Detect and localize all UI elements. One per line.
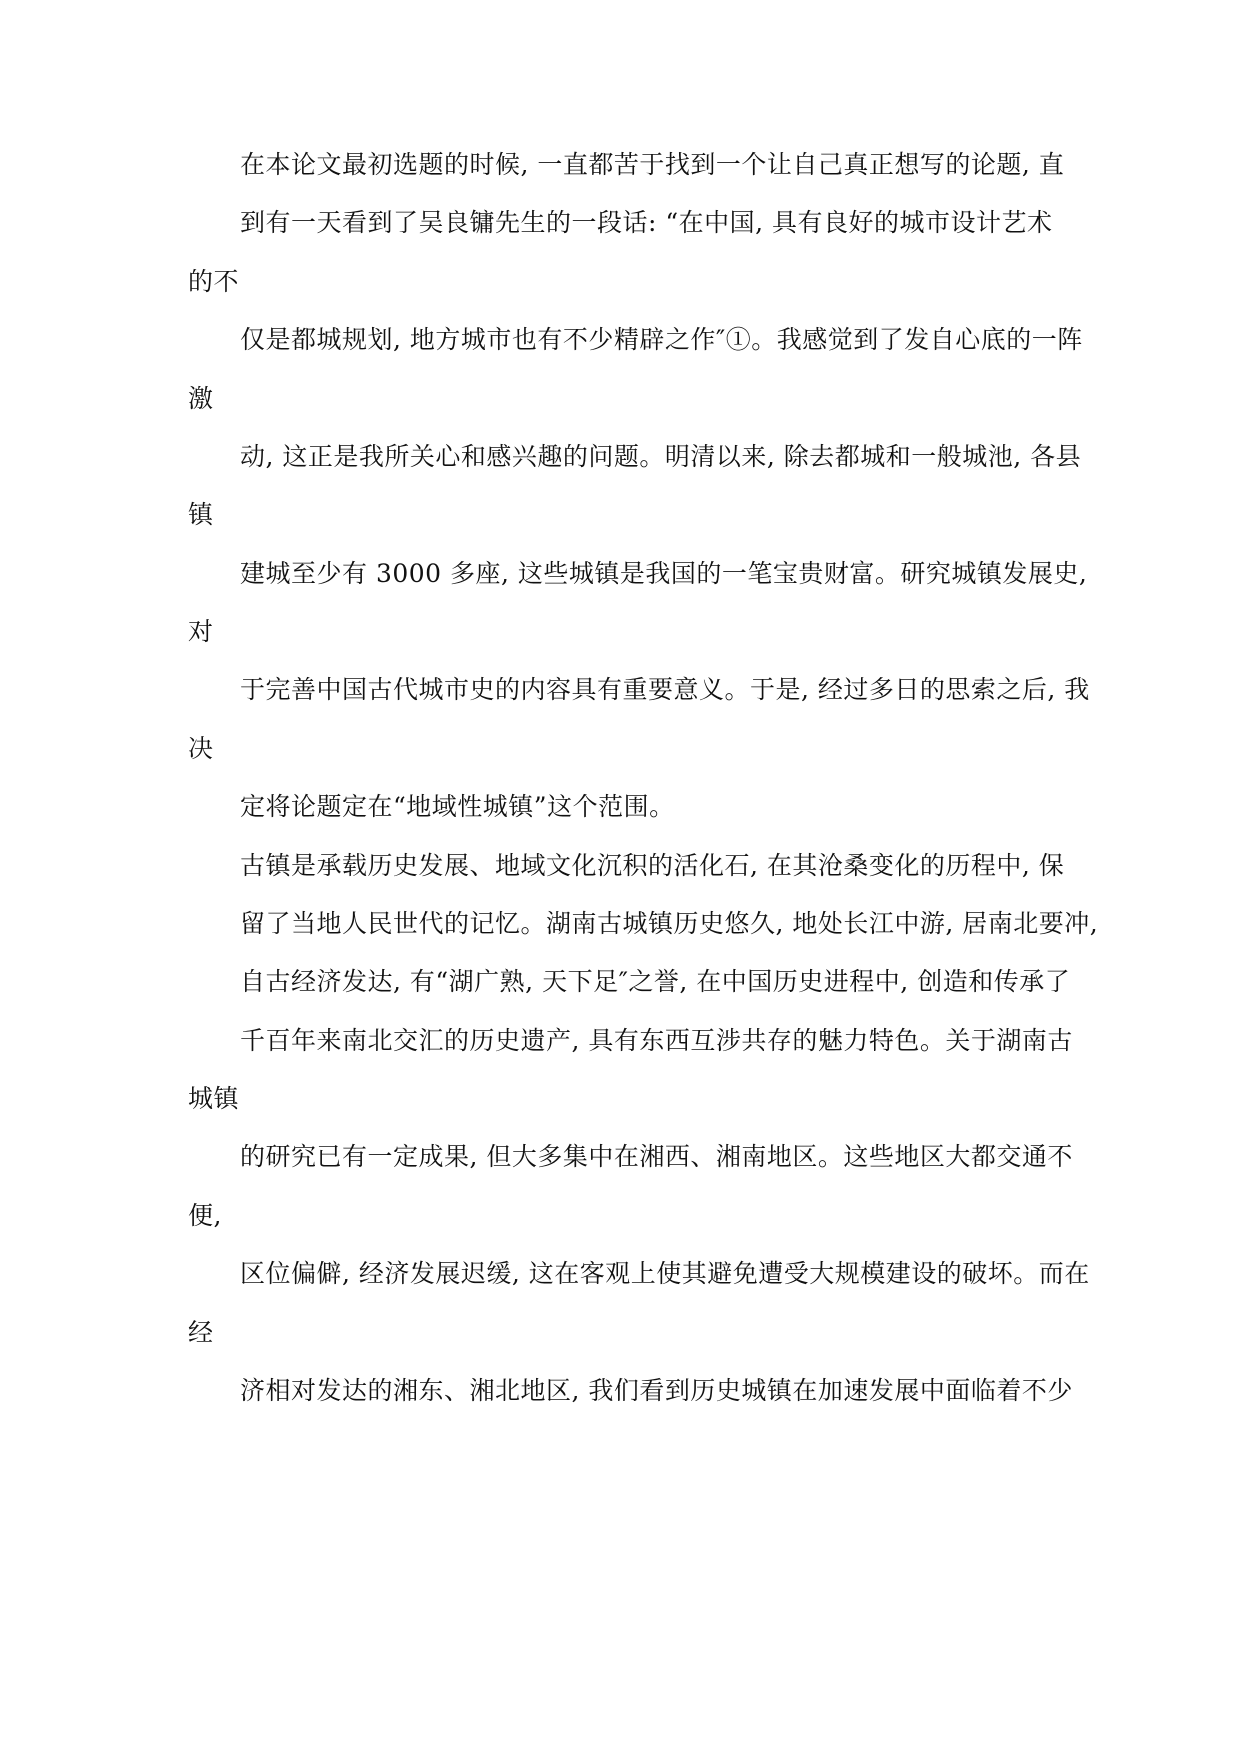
text-line: 的不 [188, 267, 240, 296]
text-line: 城镇 [188, 1084, 240, 1113]
text-line: 激 [188, 384, 214, 413]
text-line: 千百年来南北交汇的历史遗产, 具有东西互涉共存的魅力特色。关于湖南古 [240, 1026, 1073, 1055]
text-line: 在本论文最初选题的时候, 一直都苦于找到一个让自己真正想写的论题, 直 [240, 150, 1065, 179]
text-line: 古镇是承载历史发展、地域文化沉积的活化石, 在其沧桑变化的历程中, 保 [240, 851, 1065, 880]
text-line: 便, [188, 1201, 222, 1230]
text-line: 决 [188, 734, 214, 763]
text-line: 于完善中国古代城市史的内容具有重要意义。于是, 经过多日的思索之后, 我 [240, 675, 1090, 704]
text-line: 仅是都城规划, 地方城市也有不少精辟之作″①。我感觉到了发自心底的一阵 [240, 325, 1083, 354]
text-line: 到有一天看到了吴良镛先生的一段话: “在中国, 具有良好的城市设计艺术 [240, 208, 1053, 237]
text-line: 镇 [188, 500, 214, 529]
text-line: 定将论题定在“地域性城镇”这个范围。 [240, 792, 675, 821]
text-line: 济相对发达的湘东、湘北地区, 我们看到历史城镇在加速发展中面临着不少 [240, 1376, 1073, 1405]
text-line: 的研究已有一定成果, 但大多集中在湘西、湘南地区。这些地区大都交通不 [240, 1142, 1073, 1171]
text-line: 对 [188, 617, 214, 646]
text-line: 建城至少有 3000 多座, 这些城镇是我国的一笔宝贵财富。研究城镇发展史, [240, 559, 1088, 588]
text-line: 留了当地人民世代的记忆。湖南古城镇历史悠久, 地处长江中游, 居南北要冲, [240, 909, 1099, 938]
text-line: 区位偏僻, 经济发展迟缓, 这在客观上使其避免遭受大规模建设的破坏。而在 [240, 1259, 1090, 1288]
text-line: 动, 这正是我所关心和感兴趣的问题。明清以来, 除去都城和一般城池, 各县 [240, 442, 1082, 471]
text-line: 自古经济发达, 有“湖广熟, 天下足″之誉, 在中国历史进程中, 创造和传承了 [240, 967, 1071, 996]
text-line: 经 [188, 1318, 214, 1347]
